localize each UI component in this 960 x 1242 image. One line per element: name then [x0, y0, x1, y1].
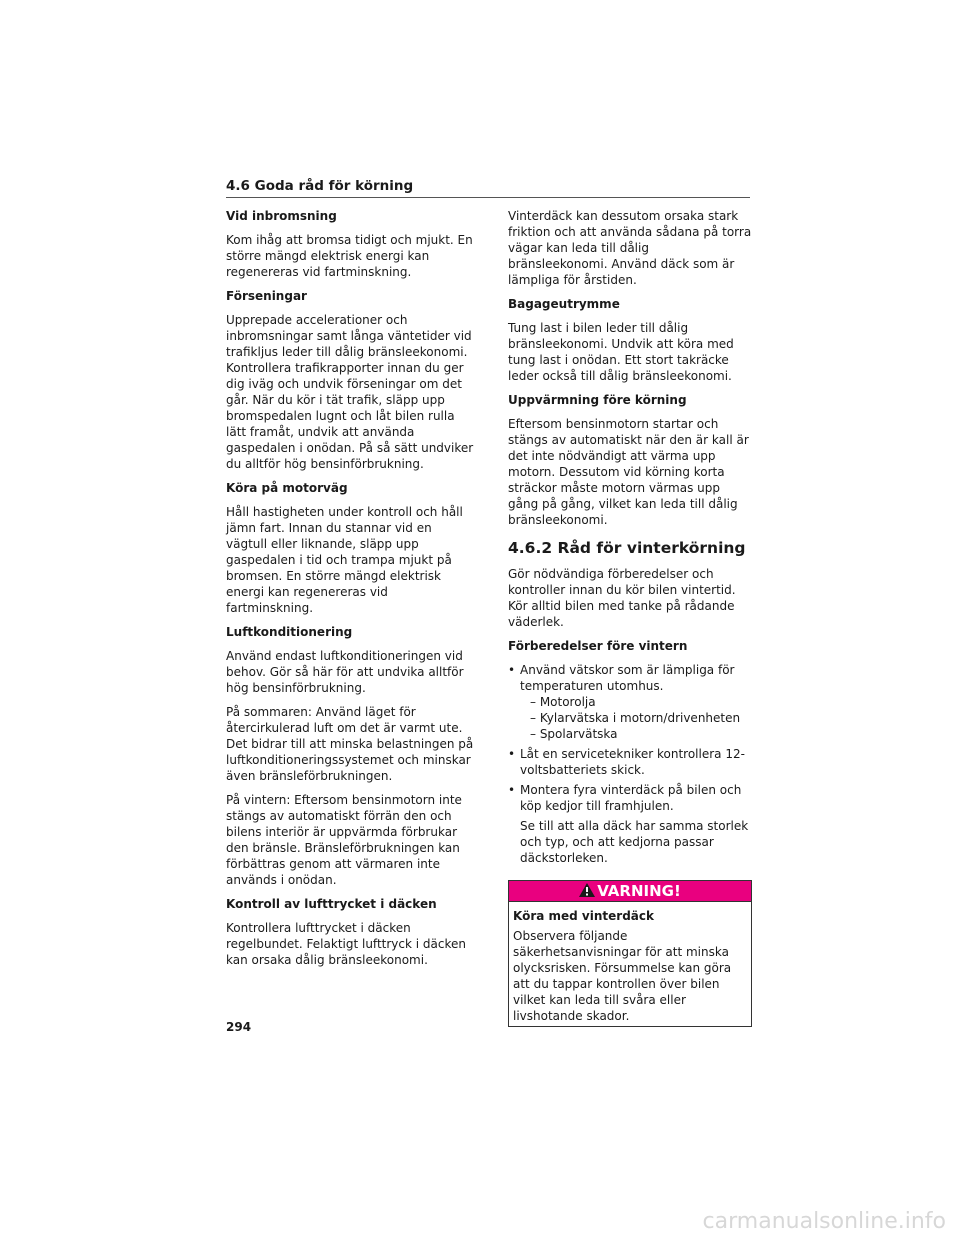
warning-heading: Köra med vinterdäck	[513, 909, 654, 923]
bullet-dot: •	[508, 747, 516, 761]
watermark: carmanualsonline.info	[702, 1209, 946, 1234]
paragraph: Kontrollera lufttrycket i däcken regelbundet. Felaktigt lufttryck i däcken kan orsaka dålig bränsleekonomi.	[226, 921, 466, 967]
list-item-text: Låt en servicetekniker kontrollera 12-voltsbatteriets skick.	[520, 747, 745, 777]
list-item-continuation: Se till att alla däck har samma storlek och typ, och att kedjorna passar däckstorleken.	[520, 819, 749, 865]
bullet-dot: •	[508, 783, 516, 797]
right-column	[508, 208, 752, 1027]
paragraph: Håll hastigheten under kontroll och håll jämn fart. Innan du stannar vid en vägtull eller liknande, släpp upp gaspedalen i tid och trampa mjukt på bromsen. En större mängd elektrisk energi kan regenereras vid fartminskning.	[226, 505, 463, 615]
section-header: 4.6 Goda råd för körning	[226, 178, 750, 198]
subheading: Förseningar	[226, 289, 307, 303]
page-number: 294	[226, 1020, 252, 1034]
sub-item-oil: – Motorolja	[530, 695, 596, 709]
paragraph: På sommaren: Använd läget för återcirkulerad luft om det är varmt ute. Det bidrar till att minska belastningen på luftkonditioneringssystemet och minskar även bränsleförbrukningen.	[226, 705, 474, 783]
list-item-winter-tyres	[508, 782, 752, 814]
subheading: Köra på motorväg	[226, 481, 348, 495]
heading-luggage: Bagageutrymme	[508, 297, 620, 311]
paragraph-warmup: Eftersom bensinmotorn startar och stängs av automatiskt när den är kall är det inte nödvändigt att värma upp motorn. Dessutom vid körning korta sträckor måste motorn värmas upp gång på gång, vilket kan leda till dålig bränsleekonomi.	[508, 417, 749, 527]
paragraph: På vintern: Eftersom bensinmotorn inte stängs av automatiskt förrän den och bilens interiör är uppvärmda förbrukar den bränsle. Bränsleförbrukningen kan förbättras genom att värmaren inte används i onödan.	[226, 793, 462, 887]
warning-box	[508, 880, 752, 1027]
bullet-dot: •	[508, 663, 516, 677]
list-item-fluids	[508, 662, 752, 742]
paragraph-winter: Gör nödvändiga förberedelser och kontroller innan du kör bilen vintertid. Kör alltid bilen med tanke på rådande väderlek.	[508, 567, 736, 629]
paragraph-luggage: Tung last i bilen leder till dålig bränsleekonomi. Undvik att köra med tung last i onödan. Ett stort takräcke leder också till dålig bränsleekonomi.	[508, 321, 734, 383]
warning-triangle-icon	[579, 883, 595, 897]
list-item-text: Montera fyra vinterdäck på bilen och köp kedjor till framhjulen.	[520, 783, 742, 813]
heading-winter-driving: 4.6.2 Råd för vinterkörning	[508, 539, 746, 557]
sub-item-coolant: – Kylarvätska i motorn/drivenheten	[530, 711, 741, 725]
list-item-battery	[508, 746, 752, 778]
list-item-text: Använd vätskor som är lämpliga för temperaturen utomhus.	[520, 663, 735, 693]
warning-body	[509, 902, 751, 1026]
warning-title: VARNING!	[597, 882, 681, 900]
subheading: Luftkonditionering	[226, 625, 353, 639]
sub-item-washer: – Spolarvätska	[530, 727, 618, 741]
paragraph-tyres: Vinterdäck kan dessutom orsaka stark friktion och att använda sådana på torra vägar kan leda till dålig bränsleekonomi. Använd däck som är lämpliga för årstiden.	[508, 209, 752, 287]
left-column	[226, 208, 474, 976]
warning-text: Observera följande säkerhetsanvisningar för att minska olycksrisken. Försummelse kan göra att du tappar kontrollen över bilen vilket kan leda till svåra eller livshotande skador.	[513, 929, 732, 1023]
paragraph: Kom ihåg att bromsa tidigt och mjukt. En större mängd elektrisk energi kan regenereras vid fartminskning.	[226, 233, 473, 279]
subheading: Kontroll av lufttrycket i däcken	[226, 897, 437, 911]
paragraph: Använd endast luftkonditioneringen vid behov. Gör så här för att undvika alltför hög bensinförbrukning.	[226, 649, 464, 695]
subheading: Vid inbromsning	[226, 209, 337, 223]
paragraph: Upprepade accelerationer och inbromsningar samt långa väntetider vid trafikljus leder till dålig bränsleekonomi. Kontrollera trafikrapporter innan du ger dig iväg och undvik förseningar om det går. När du kör i tät trafik, släpp upp bromspedalen lugnt och låt bilen rulla lätt framåt, undvik att använda gaspedalen i onödan. På så sätt undviker du alltför hög bensinförbrukning.	[226, 313, 474, 471]
warning-header	[509, 881, 751, 902]
heading-winter-prep: Förberedelser före vintern	[508, 639, 688, 653]
heading-warmup: Uppvärmning före körning	[508, 393, 687, 407]
